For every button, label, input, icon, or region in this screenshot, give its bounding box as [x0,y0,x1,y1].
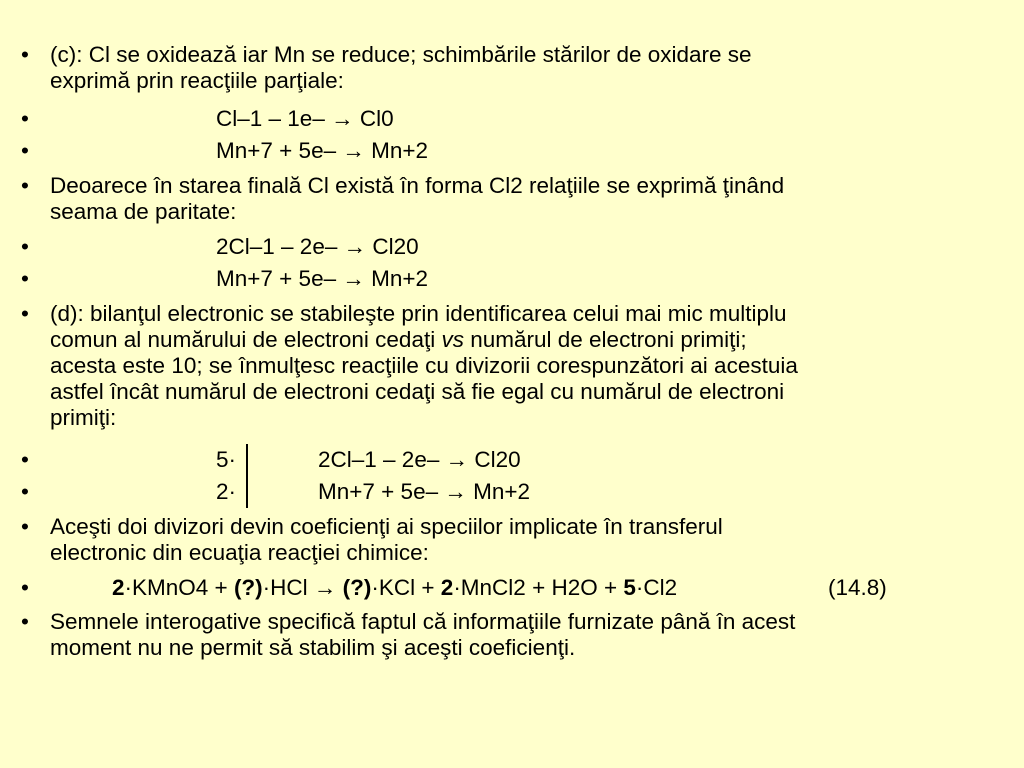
bullet-marker: • [21,514,29,539]
text-line: acesta este 10; se înmulţesc reacţiile cu divizorii corespunzători ai acestuia [50,353,798,378]
text-line: comun al numărului de electroni cedaţi vs numărul de electroni primiţi; [50,327,747,352]
text-line: (c): Cl se oxidează iar Mn se reduce; schimbările stărilor de oxidare se [50,42,752,67]
half-reaction-mn: Mn+7 + 5e– → Mn+2 [318,479,531,504]
text-line: primiţi: [50,405,117,430]
bullet-marker: • [21,447,29,472]
multiplier: 5· [216,447,237,472]
bullet-marker: • [21,173,29,198]
bullet-marker: • [21,42,29,67]
text-line: Aceşti doi divizori devin coeficienţi ai speciilor implicate în transferul [50,514,723,539]
redox-equation: 2·KMnO4 + (?)·HCl → (?)·KCl + 2·MnCl2 + H2O + 5·Cl2 [112,575,678,600]
bullet-marker: • [21,575,29,600]
half-reaction-mn: Mn+7 + 5e– → Mn+2 [216,138,429,163]
half-reaction-mn: Mn+7 + 5e– → Mn+2 [216,266,429,291]
divider-bar [246,476,248,508]
bullet-marker: • [21,266,29,291]
italic-vs: vs [441,327,464,352]
half-reaction-cl2: 2Cl–1 – 2e– → Cl20 [318,447,521,472]
half-reaction-cl: Cl–1 – 1e– → Cl0 [216,106,394,131]
text-line: seama de paritate: [50,199,237,224]
bullet-marker: • [21,479,29,504]
multiplier: 2· [216,479,237,504]
bullet-marker: • [21,106,29,131]
text-line: (d): bilanţul electronic se stabileşte prin identificarea celui mai mic multiplu [50,301,787,326]
text-line: exprimă prin reacţiile parţiale: [50,68,344,93]
bullet-marker: • [21,301,29,326]
divider-bar [246,444,248,476]
bullet-marker: • [21,234,29,259]
text-line: moment nu ne permit să stabilim şi aceşti coeficienţi. [50,635,576,660]
text-line: astfel încât numărul de electroni cedaţi să fie egal cu numărul de electroni [50,379,785,404]
text-line: Deoarece în starea finală Cl există în forma Cl2 relaţiile se exprimă ţinând [50,173,785,198]
bullet-marker: • [21,609,29,634]
text-line: Semnele interogative specifică faptul că informaţiile furnizate până în acest [50,609,796,634]
half-reaction-cl2: 2Cl–1 – 2e– → Cl20 [216,234,419,259]
text-line: electronic din ecuaţia reacţiei chimice: [50,540,429,565]
equation-number: (14.8) [828,575,887,600]
bullet-marker: • [21,138,29,163]
